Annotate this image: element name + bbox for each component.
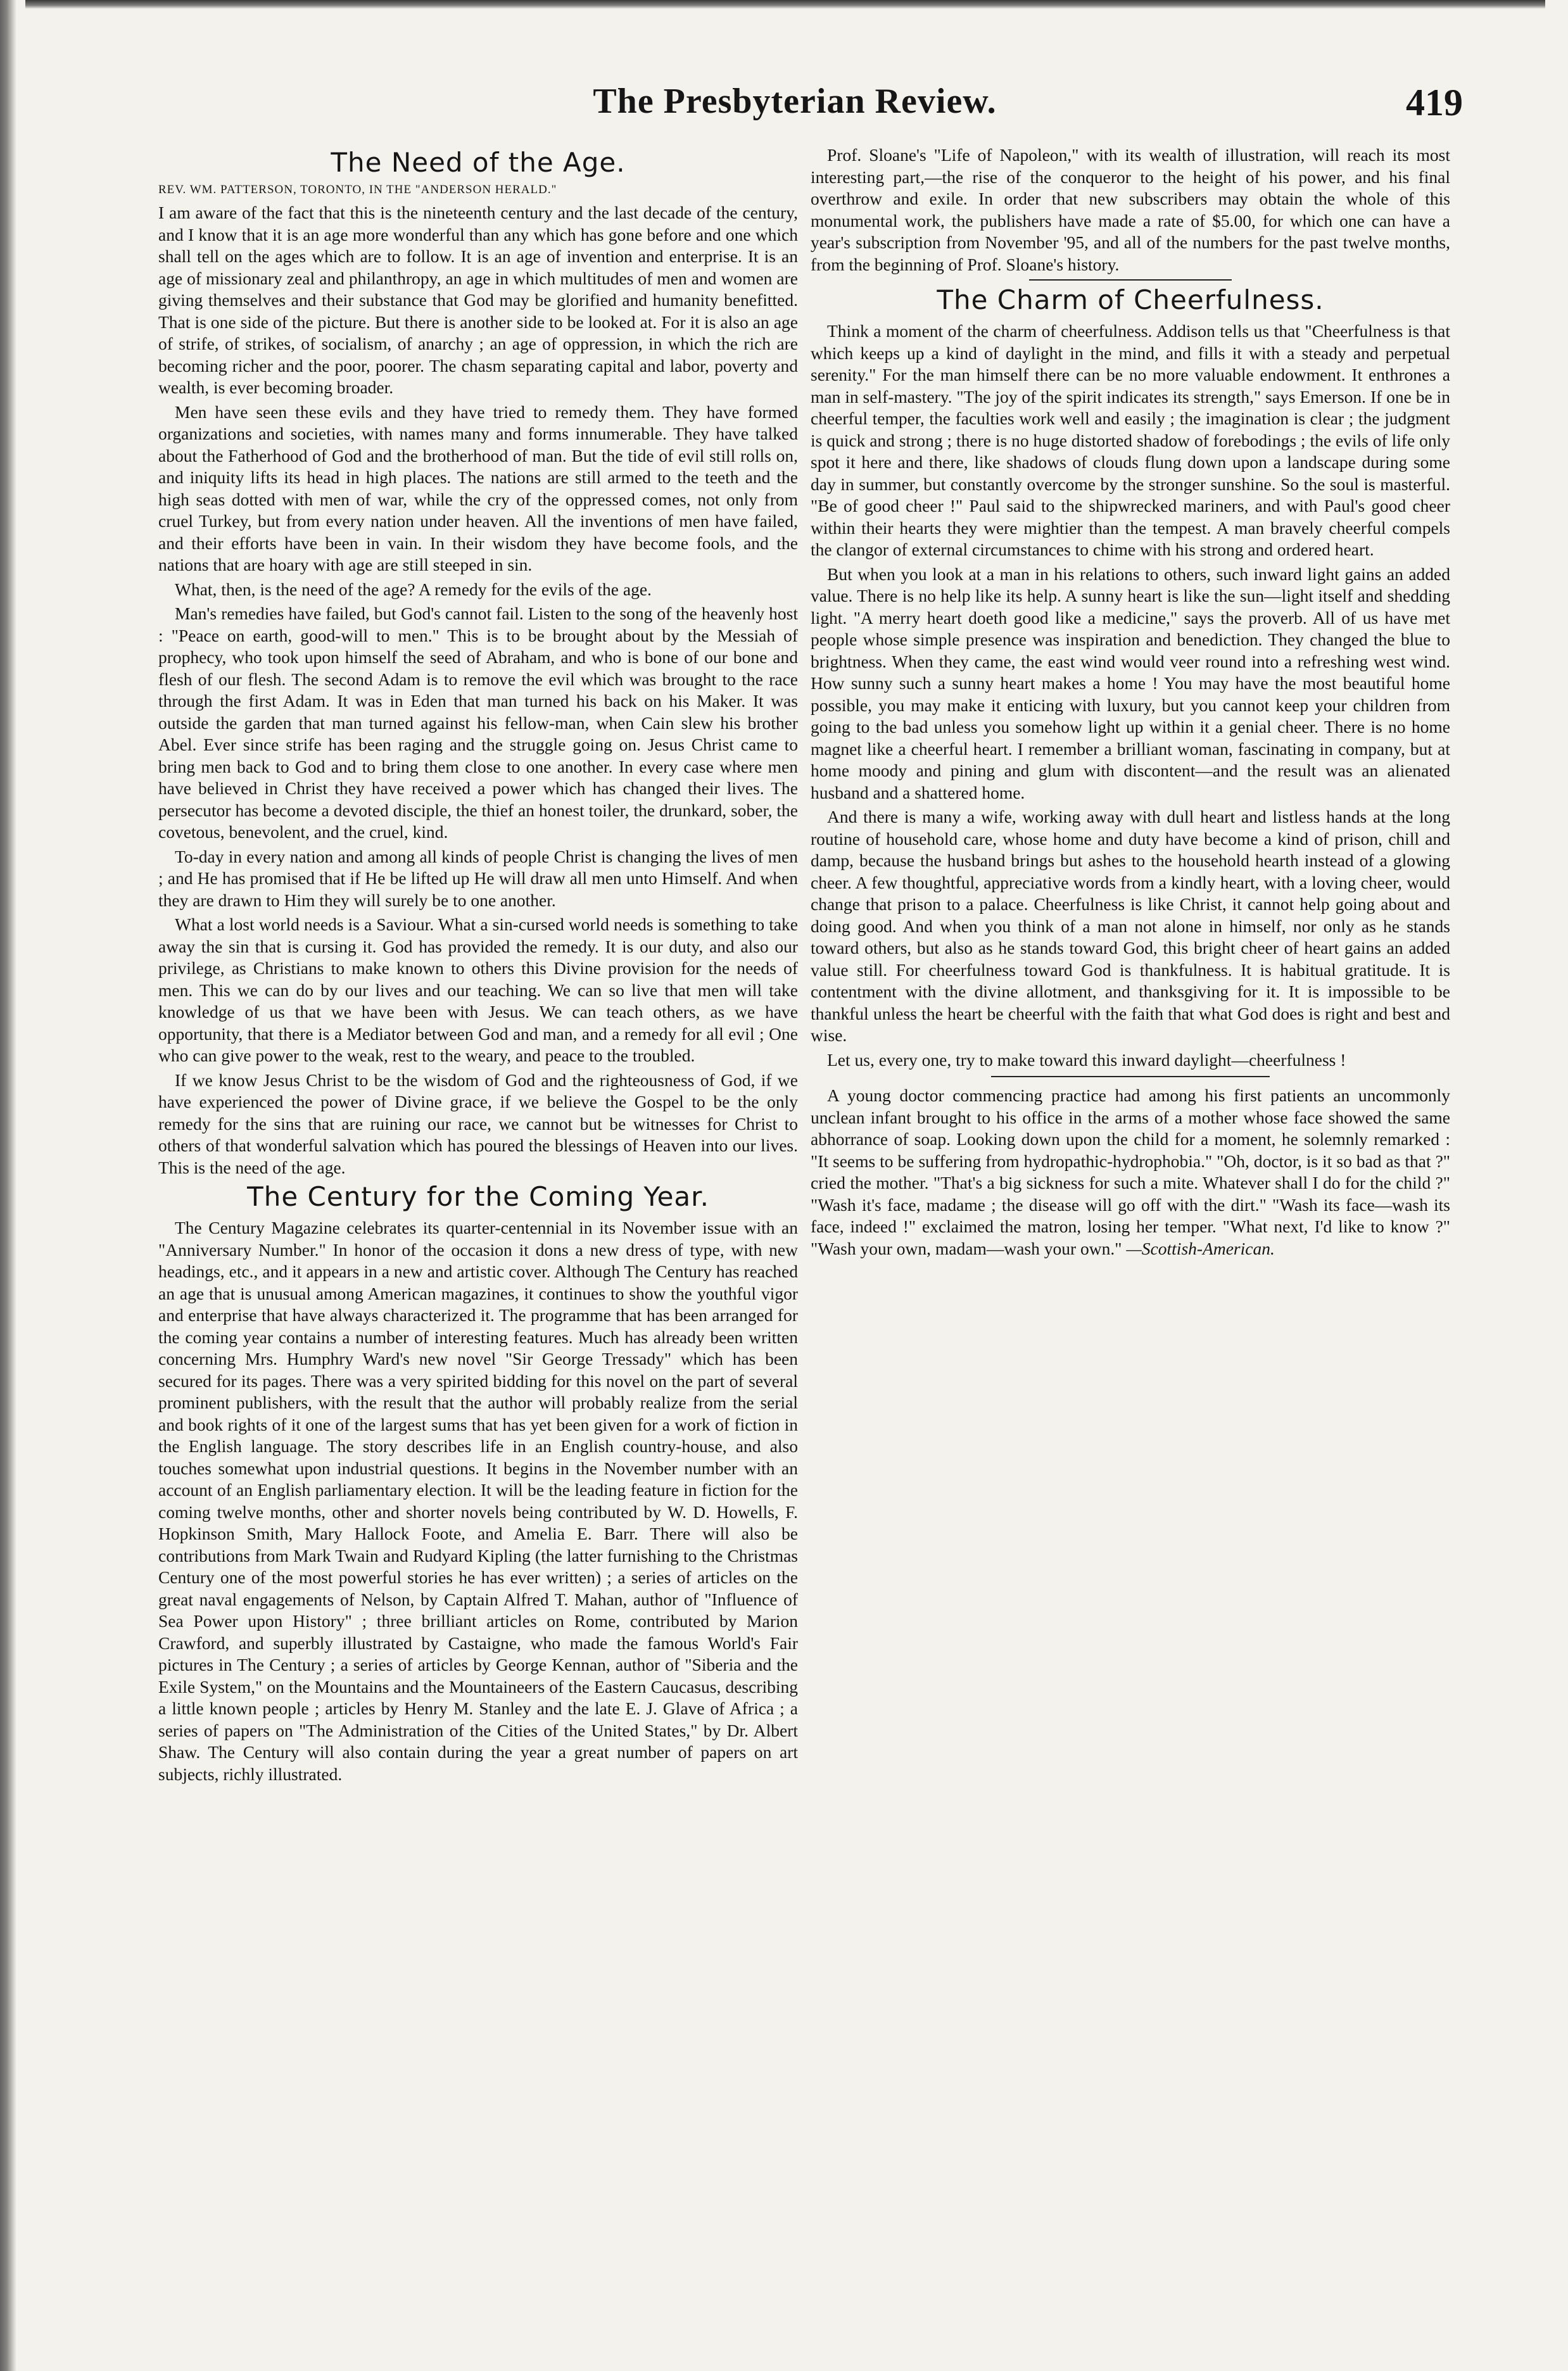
article-title-charm: The Charm of Cheerfulness. [937,284,1324,315]
paragraph: But when you look at a man in his relations to others, such inward light gains an added value. There is no help like its help. A sunny heart is like the sun—light itself and shedding light. "A merry heart doeth good like a medicine," says the proverb. All of us have met people whose simple presence was inspiration and benediction. They changed the blue to brightness. When they came, the east wind would veer round into a refreshing west wind. How sunny such a sunny heart makes a home ! You may have the most beautiful home possible, you may make it enticing with luxury, but you cannot keep your children from going to the bad unless you somehow light up within it a genial cheer. There is no home magnet like a cheerful heart. I remember a brilliant woman, fascinating in company, but at home moody and pining and glum with discontent—and the result was an alienated husband and a shattered home. [811,564,1450,802]
article-title-century: The Century for the Coming Year. [247,1181,709,1212]
paragraph: I am aware of the fact that this is the nineteenth century and the last decade of the century, and I know that it is an age more wonderful than any which has gone before and one which shall tell on the ages which are to follow. It is an age of invention and enterprise. It is an age of missionary zeal and philanthropy, an age in which multitudes of men and women are giving themselves and their substance that God may be glorified and humanity benefitted. That is one side of the picture. But there is another side to be looked at. For it is also an age of strife, of strikes, of socialism, of anarchy ; an age of oppression, in which the rich are becoming richer and the poor, poorer. The chasm separating capital and labor, poverty and wealth, is ever becoming broader. [158,203,798,397]
publication-title: The Presbyterian Review. [593,82,997,121]
paragraph: What a lost world needs is a Saviour. What a sin-cursed world needs is something to take away the sin that is cursing it. God has provided the remedy. It is our duty, and also our privilege, as Christians to make known to others this Divine provision for the needs of men. This we can do by our lives and our teaching. We can so live that men will take knowledge of us that we have been with Jesus. We can teach others, as we have opportunity, that there is a Mediator between God and man, and a remedy for all evil ; One who can give power to the weak, rest to the weary, and peace to the troubled. [158,914,798,1065]
article-byline-need: REV. WM. PATTERSON, TORONTO, IN THE "ANDERSON HERALD." [158,183,557,196]
page-number: 419 [1406,82,1463,123]
section-divider [1029,279,1232,281]
paragraph: Think a moment of the charm of cheerfulness. Addison tells us that "Cheerfulness is that which keeps up a kind of daylight in the mind, and fills it with a steady and perpetual serenity." For the man himself there can be no more valuable endowment. It enthrones a man in self-mastery. "The joy of the spirit indicates its strength," says Emerson. If one be in cheerful temper, the faculties work well and easily ; the imagination is clear ; the judgment is quick and strong ; there is no huge distorted shadow of forebodings ; the evils of life only spot it here and there, like shadows of clouds flung down upon a landscape during some day in summer, but constantly overcome by the stronger sunshine. So the soul is masterful. "Be of good cheer !" Paul said to the shipwrecked mariners, and with Paul's good cheer within their hearts they were mightier than the tempest. A man bravely cheerful compels the clangor of external circumstances to chime with his strong and ordered heart. [811,321,1450,559]
paragraph: The Century Magazine celebrates its quarter-centennial in its November issue with an "Anniversary Number." In honor of the occasion it dons a new dress of type, with new headings, etc., and it appears in a new and artistic cover. Although The Century has reached an age that is unusual among American magazines, it continues to show the youthful vigor and enterprise that have always characterized it. The programme that has been arranged for the coming year contains a number of interesting features. Much has already been written concerning Mrs. Humphry Ward's new novel "Sir George Tressady" which has been secured for its pages. There was a very spirited bidding for this novel on the part of several prominent publishers, with the result that the author will probably realize from the serial and book rights of it one of the largest sums that has yet been given for a work of fiction in the English language. The story describes life in an English country-house, and also touches somewhat upon industrial questions. It begins in the November number with an account of an English parliamentary election. It will be the leading feature in fiction for the coming twelve months, other and shorter novels being contributed by W. D. Howells, F. Hopkinson Smith, Mary Hallock Foote, and Amelia E. Barr. There will also be contributions from Mark Twain and Rudyard Kipling (the latter furnishing to the Christmas Century one of the most powerful stories he has ever written) ; a series of articles on the great naval engagements of Nelson, by Captain Alfred T. Mahan, author of "Influence of Sea Power upon History" ; three brilliant articles on Rome, contributed by Marion Crawford, and superbly illustrated by Castaigne, who made the famous World's Fair pictures in The Century ; a series of articles by George Kennan, author of "Siberia and the Exile System," on the Mountains and the Mountaineers of the Eastern Caucasus, describing a little known people ; articles by Henry M. Stanley and the late E. J. Glave of Africa ; a series of papers on "The Administration of the Cities of the United States," by Dr. Albert Shaw. The Century will also contain during the year a great number of papers on art subjects, richly illustrated. [158,1218,798,1784]
scan-edge-left [0,0,16,2371]
article-title-need: The Need of the Age. [331,147,626,178]
masthead [127,81,1463,132]
anecdote-source: —Scottish-American. [1126,1238,1275,1258]
paragraph: Prof. Sloane's "Life of Napoleon," with its wealth of illustration, will reach its most interesting part,—the rise of the conqueror to the height of his power, and his final overthrow and exile. In order that new subscribers may obtain the whole of this monumental work, the publishers have made a rate of $5.00, for which one can have a year's subscription from November '95, and all of the numbers for the past twelve months, from the beginning of Prof. Sloane's history. [811,145,1450,274]
paragraph: What, then, is the need of the age? A remedy for the evils of the age. [175,579,652,599]
section-divider [991,1076,1270,1077]
paragraph: Men have seen these evils and they have tried to remedy them. They have formed organizations and societies, with names many and forms innumerable. They have talked about the Fatherhood of God and the brotherhood of man. But the tide of evil still rolls on, and iniquity lifts its head in high places. The nations are still armed to the teeth and the high seas dotted with men of war, while the cry of the oppressed comes, not only from cruel Turkey, but from every nation under heaven. All the inventions of men have failed, and their efforts have been in vain. In their wisdom they have become fools, and the nations that are hoary with age are still steeped in sin. [158,401,798,574]
paragraph: Man's remedies have failed, but God's cannot fail. Listen to the song of the heavenly host : "Peace on earth, good-will to men." This is to be brought about by the Messiah of prophecy, who took upon himself the seed of Abraham, and who is bone of our bone and flesh of our flesh. The second Adam is to remove the evil which was brought to the race through the first Adam. It was in Eden that man turned his back on his Maker. It was outside the garden that man turned against his fellow-man, when Cain slew his brother Abel. Ever since strife has been raging and the struggle going on. Jesus Christ came to bring men back to God and to bring them close to one another. In every case where men have believed in Christ they have received a power which has changed their lives. The persecutor has become a devoted disciple, the thief an honest toiler, the drunkard, sober, the covetous, benevolent, and the cruel, kind. [158,604,798,842]
paragraph: And there is many a wife, working away with dull heart and listless hands at the long routine of household care, whose home and duty have become a kind of prison, chill and damp, because the husband brings but ashes to the household hearth instead of a glowing cheer. A few thoughtful, appreciative words from a kindly heart, with a loving cheer, would change that prison to a palace. Cheerfulness is like Christ, it cannot help going about and doing good. And when you think of a man not alone in himself, nor only as he stands toward others, but also as he stands toward God, this bright cheer of heart gains an added value still. For cheerfulness toward God is thankfulness. It is habitual gratitude. It is contentment with the divine allotment, and thanksgiving for it. It is impossible to be thankful unless the heart be cheerful with the faith that what God does is right and best and wise. [811,807,1450,1045]
scan-edge-top [25,0,1545,9]
left-column [158,144,798,1788]
paragraph: If we know Jesus Christ to be the wisdom of God and the righteousness of God, if we have experienced the power of Divine grace, if we believe the Gospel to be the only remedy for the sins that are ruining our race, we cannot but be witnesses for Christ to others of that wonderful salvation which has poured the blessings of Heaven into our lives. This is the need of the age. [158,1070,798,1177]
anecdote-text: A young doctor commencing practice had among his first patients an uncommonly unclean infant brought to his office in the arms of a mother whose face showed the same abhorrance of soap. Looking down upon the child for a moment, he solemnly remarked : "It seems to be suffering from hydropathic-hydrophobia." "Oh, doctor, is it so bad as that ?" cried the mother. "That's a big sickness for such a mite. Whatever shall I do for the child ?" "Wash it's face, madame ; the disease will go off with the dirt." "Wash its face—wash its face, indeed !" exclaimed the matron, losing her temper. "What next, I'd like to know ?" "Wash your own, madam—wash your own." [811,1085,1450,1258]
anecdote-paragraph [811,1085,1450,1260]
right-column [811,144,1450,1262]
paragraph: Let us, every one, try to make toward this inward daylight—cheerfulness ! [827,1049,1346,1070]
paragraph: To-day in every nation and among all kinds of people Christ is changing the lives of men ; and He has promised that if He be lifted up He will draw all men unto Himself. And when they are drawn to Him they will surely be to one another. [158,846,798,910]
